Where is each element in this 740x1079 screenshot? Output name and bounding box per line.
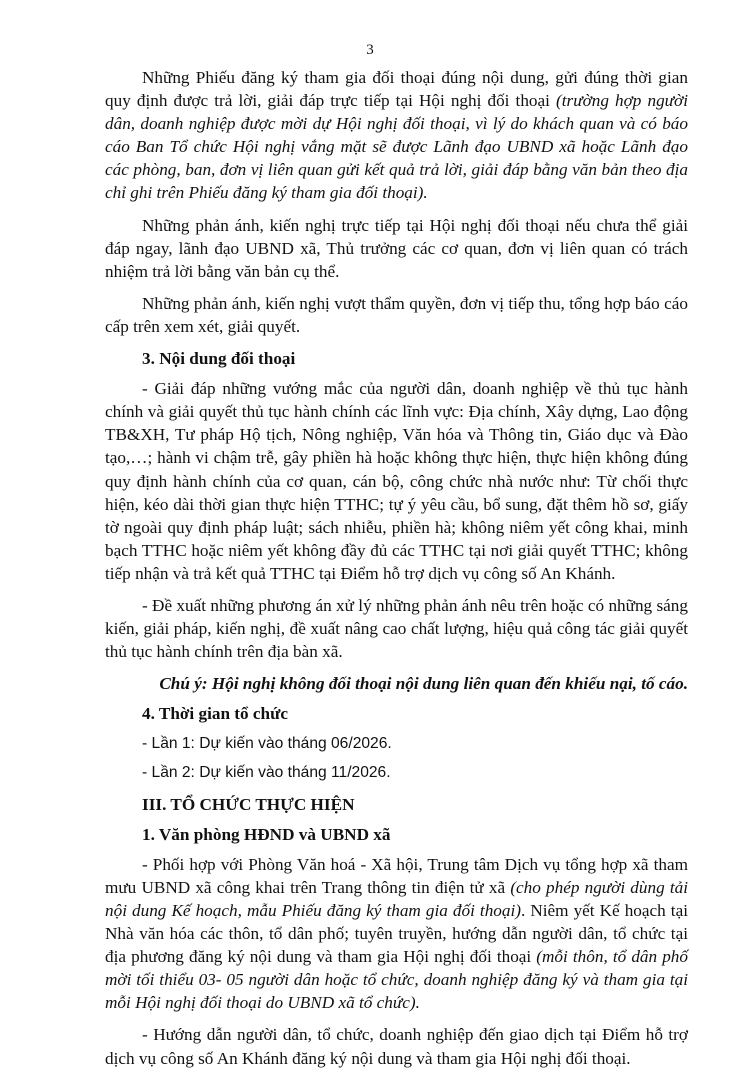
section-heading-time: 4. Thời gian tổ chức: [142, 704, 289, 724]
section-heading-content: 3. Nội dung đối thoại: [142, 349, 296, 369]
paragraph-text: . Niêm yết Kế hoạch tại Nhà văn hóa các thôn, tổ dân phố; tuyên truyền, hướng dẫn người dân, tổ chức tại địa phương đăng ký nội dung và tham gia Hội nghị đối thoại: [105, 901, 688, 967]
paragraph-text: - Phối hợp với Phòng Văn hoá - Xã hội, Trung tâm Dịch vụ tổng hợp xã tham mưu UBND xã công khai trên Trang thông tin điện tử xã: [105, 854, 688, 897]
note-complaints: Chú ý: Hội nghị không đối thoại nội dung liên quan đến khiếu nại, tố cáo.: [159, 674, 688, 694]
paragraph-feedback-forms: [105, 66, 688, 205]
paragraph-content-proposals: - Đề xuất những phương án xử lý những phản ánh nêu trên hoặc có những sáng kiến, giải pháp, kiến nghị, đề xuất nâng cao chất lượng, hiệu quả công tác giải quyết thủ tục hành chính trên địa bàn xã.: [105, 595, 688, 662]
paragraph-italic-note: (trường hợp người dân, doanh nghiệp được mời dự Hội nghị đối thoại, vì lý do khách quan và có báo cáo Ban Tổ chức Hội nghị vắng mặt sẽ được Lãnh đạo UBND xã hoặc Lãnh đạo các phòng, ban, đơn vị liên quan gửi kết quả trả lời, giải đáp bằng văn bản theo địa chỉ ghi trên Phiếu đăng ký tham gia đối thoại).: [105, 91, 688, 203]
paragraph-content-answers: - Giải đáp những vướng mắc của người dân, doanh nghiệp về thủ tục hành chính và giải quyết thủ tục hành chính các lĩnh vực: Địa chính, Xây dựng, Lao động TB&XH, Tư pháp Hộ tịch, Nông nghiệp, Văn hóa và Thông tin, Giáo dục và Đào tạo,…; hành vi chậm trễ, gây phiền hà hoặc không thực hiện, thực hiện không đúng quy định hành chính của cơ quan, cán bộ, công chức nhà nước như: Từ chối thực hiện, kéo dài thời gian thực hiện TTHC; tự ý yêu cầu, bổ sung, đặt thêm hồ sơ, giấy tờ ngoài quy định pháp luật; sách nhiễu, phiền hà; không niêm yết công khai, minh bạch TTHC hoặc niêm yết không đầy đủ các TTHC tại nơi giải quyết TTHC; không tiếp nhận và trả kết quả TTHC tại Điểm hỗ trợ dịch vụ công số An Khánh.: [105, 379, 688, 583]
time-item-2: - Lần 2: Dự kiến vào tháng 11/2026.: [142, 763, 391, 781]
paragraph-italic-note: (mỗi thôn, tổ dân phố mời tối thiểu 03- 05 người dân hoặc tổ chức, doanh nghiệp đăng ký và tham gia tại mỗi Hội nghị đối thoại do UBND xã tổ chức).: [105, 947, 688, 1013]
paragraph-direct-responses: Những phản ánh, kiến nghị trực tiếp tại Hội nghị đối thoại nếu chưa thể giải đáp ngay, lãnh đạo UBND xã, Thủ trưởng các cơ quan, đơn vị liên quan có trách nhiệm trả lời bằng văn bản cụ thể.: [105, 215, 688, 281]
paragraph-guidance: - Hướng dẫn người dân, tổ chức, doanh nghiệp đến giao dịch tại Điểm hỗ trợ dịch vụ công số An Khánh đăng ký nội dung và tham gia Hội nghị đối thoại.: [105, 1025, 688, 1068]
time-item-1: - Lần 1: Dự kiến vào tháng 06/2026.: [142, 735, 392, 753]
subsection-heading-office: 1. Văn phòng HĐND và UBND xã: [142, 824, 391, 844]
paragraph-office-coordination: [105, 853, 688, 1015]
page-number: 3: [366, 42, 374, 58]
paragraph-beyond-authority: Những phản ánh, kiến nghị vượt thẩm quyền, đơn vị tiếp thu, tổng hợp báo cáo cấp trên xem xét, giải quyết.: [105, 293, 688, 336]
paragraph-italic-note: (cho phép người dùng tải nội dung Kế hoạch, mẫu Phiếu đăng ký tham gia đối thoại): [105, 877, 688, 920]
document-body: [105, 66, 688, 1079]
section-heading-implementation: III. TỔ CHỨC THỰC HIỆN: [142, 794, 355, 814]
paragraph-text: Những Phiếu đăng ký tham gia đối thoại đúng nội dung, gửi đúng thời gian quy định được trả lời, giải đáp trực tiếp tại Hội nghị đối thoại: [105, 68, 688, 111]
